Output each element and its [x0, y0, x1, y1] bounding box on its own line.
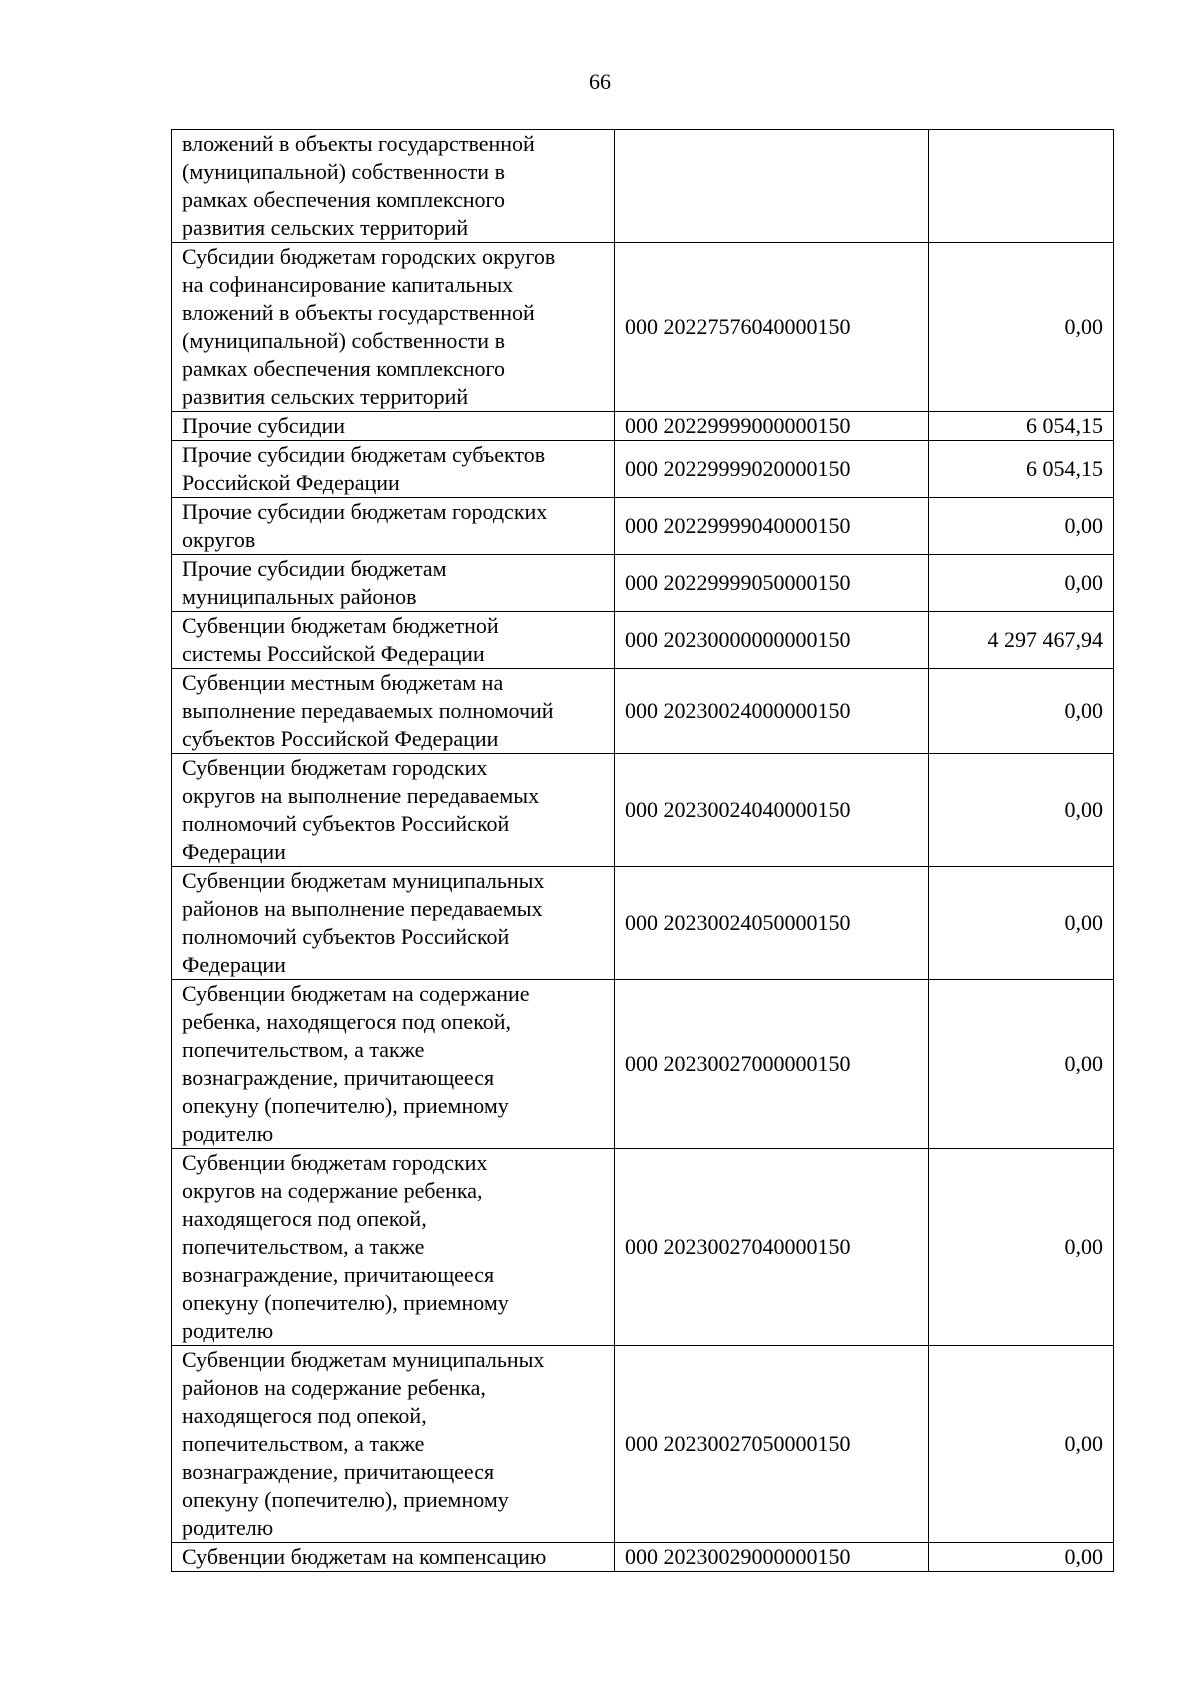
- amount-cell: 0,00: [929, 980, 1114, 1149]
- revenue-name-cell: Прочие субсидии бюджетам муниципальных районов: [172, 555, 615, 612]
- page-number: 66: [589, 69, 611, 94]
- budget-code-cell: 000 20229999050000150: [615, 555, 929, 612]
- amount-cell: 0,00: [929, 1543, 1114, 1572]
- amount-cell: 0,00: [929, 1149, 1114, 1346]
- table-body: [172, 130, 1114, 1572]
- budget-code-cell: 000 20230029000000150: [615, 1543, 929, 1572]
- table-row: [172, 867, 1114, 980]
- table-row: [172, 1149, 1114, 1346]
- table-row: [172, 130, 1114, 243]
- budget-code-cell: 000 20229999000000150: [615, 412, 929, 441]
- budget-code-cell: 000 20230027050000150: [615, 1346, 929, 1543]
- revenue-name-cell: Субвенции бюджетам на содержание ребенка, находящегося под опекой, попечительством, а также вознаграждение, причитающееся опекуну (попечителю), приемному родителю: [172, 980, 615, 1149]
- table-row: [172, 243, 1114, 412]
- budget-code-cell: [615, 130, 929, 243]
- revenue-name-cell: Субвенции бюджетам муниципальных районов на выполнение передаваемых полномочий субъектов Российской Федерации: [172, 867, 615, 980]
- amount-cell: 0,00: [929, 1346, 1114, 1543]
- amount-cell: [929, 130, 1114, 243]
- revenue-name-cell: Субвенции местным бюджетам на выполнение передаваемых полномочий субъектов Российской Федерации: [172, 669, 615, 754]
- budget-code-cell: 000 20230024040000150: [615, 754, 929, 867]
- amount-cell: 0,00: [929, 754, 1114, 867]
- amount-cell: 6 054,15: [929, 412, 1114, 441]
- budget-code-cell: 000 20230024050000150: [615, 867, 929, 980]
- budget-code-cell: 000 20227576040000150: [615, 243, 929, 412]
- revenue-name-cell: Субвенции бюджетам муниципальных районов на содержание ребенка, находящегося под опекой, попечительством, а также вознаграждение, причитающееся опекуну (попечителю), приемному родителю: [172, 1346, 615, 1543]
- amount-cell: 4 297 467,94: [929, 612, 1114, 669]
- table-row: [172, 441, 1114, 498]
- table-row: [172, 669, 1114, 754]
- revenue-name-cell: Прочие субсидии бюджетам субъектов Российской Федерации: [172, 441, 615, 498]
- revenue-name-cell: Субвенции бюджетам городских округов на выполнение передаваемых полномочий субъектов Российской Федерации: [172, 754, 615, 867]
- revenue-name-cell: Субвенции бюджетам городских округов на содержание ребенка, находящегося под опекой, попечительством, а также вознаграждение, причитающееся опекуну (попечителю), приемному родителю: [172, 1149, 615, 1346]
- amount-cell: 0,00: [929, 498, 1114, 555]
- budget-code-cell: 000 20229999040000150: [615, 498, 929, 555]
- revenue-name-cell: Субвенции бюджетам на компенсацию: [172, 1543, 615, 1572]
- revenue-name-cell: Прочие субсидии бюджетам городских округов: [172, 498, 615, 555]
- budget-code-cell: 000 20230027000000150: [615, 980, 929, 1149]
- budget-revenue-table: [171, 129, 1114, 1572]
- table-row: [172, 555, 1114, 612]
- amount-cell: 0,00: [929, 243, 1114, 412]
- revenue-name-cell: Прочие субсидии: [172, 412, 615, 441]
- table-row: [172, 612, 1114, 669]
- amount-cell: 0,00: [929, 867, 1114, 980]
- revenue-name-cell: Субвенции бюджетам бюджетной системы Российской Федерации: [172, 612, 615, 669]
- table-row: [172, 498, 1114, 555]
- budget-code-cell: 000 20230000000000150: [615, 612, 929, 669]
- revenue-name-cell: вложений в объекты государственной (муниципальной) собственности в рамках обеспечения комплексного развития сельских территорий: [172, 130, 615, 243]
- table-row: [172, 980, 1114, 1149]
- table-row: [172, 1346, 1114, 1543]
- amount-cell: 0,00: [929, 555, 1114, 612]
- budget-code-cell: 000 20230024000000150: [615, 669, 929, 754]
- table-row: [172, 1543, 1114, 1572]
- amount-cell: 6 054,15: [929, 441, 1114, 498]
- table-row: [172, 754, 1114, 867]
- budget-code-cell: 000 20229999020000150: [615, 441, 929, 498]
- revenue-name-cell: Субсидии бюджетам городских округов на софинансирование капитальных вложений в объекты государственной (муниципальной) собственности в рамках обеспечения комплексного развития сельских территорий: [172, 243, 615, 412]
- budget-code-cell: 000 20230027040000150: [615, 1149, 929, 1346]
- amount-cell: 0,00: [929, 669, 1114, 754]
- table-row: [172, 412, 1114, 441]
